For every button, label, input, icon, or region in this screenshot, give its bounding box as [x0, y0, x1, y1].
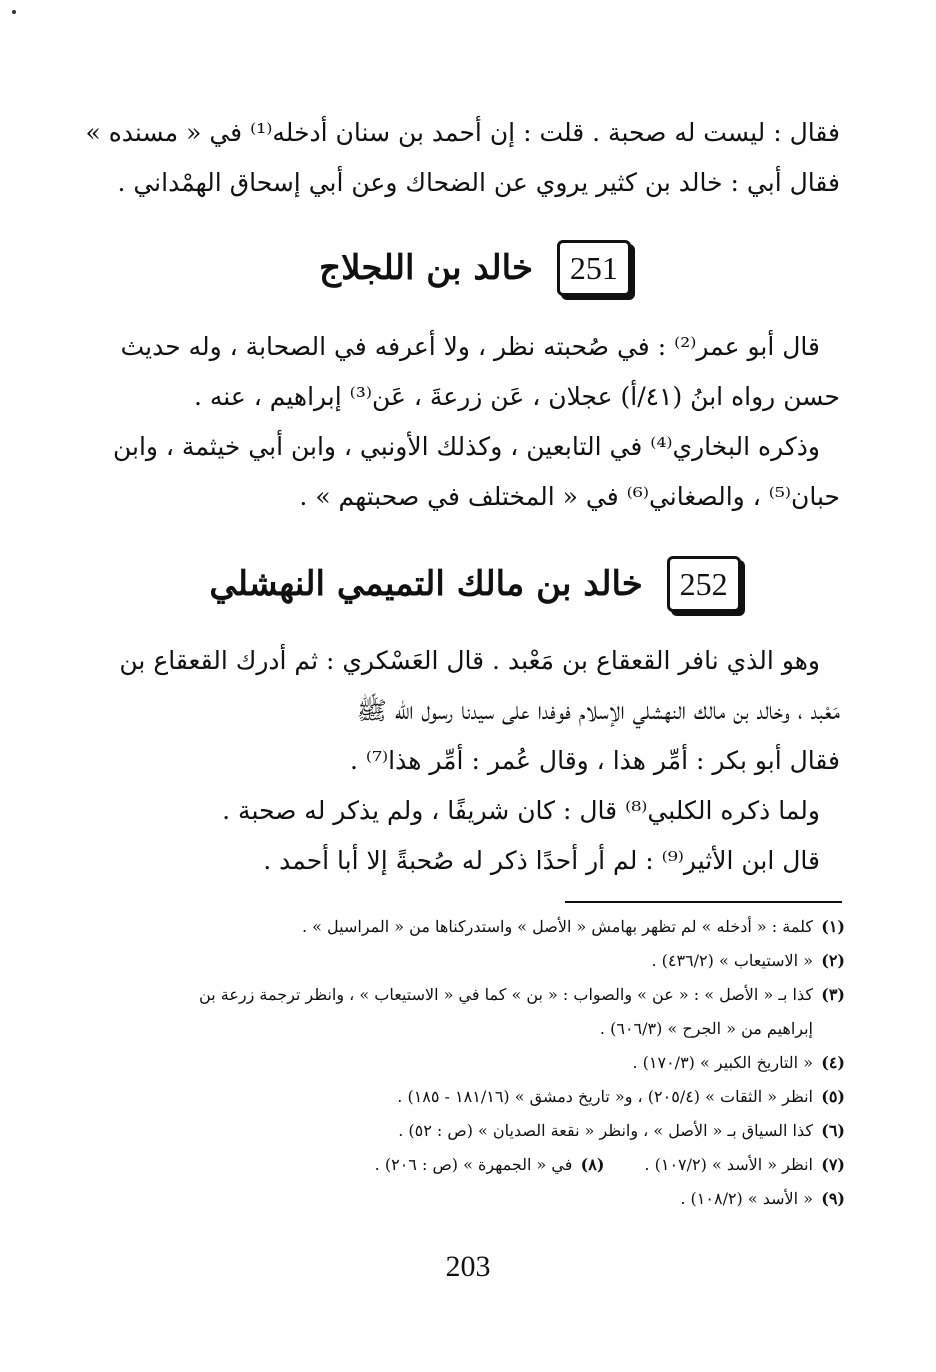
- footnote-number: (٤): [821, 1053, 845, 1072]
- text-line: حبان⁽⁵⁾ ، والصغاني⁽⁶⁾ في « المختلف في صحبتهم » .: [299, 482, 840, 511]
- entry-heading-252: [110, 550, 840, 614]
- footnotes: [110, 910, 845, 1216]
- entry-heading-251: [110, 234, 840, 298]
- footnote-number: (٨): [580, 1155, 605, 1174]
- text-line: ولما ذكره الكلبي⁽⁸⁾ قال : كان شريفًا ، ولم يذكر له صحبة .: [222, 796, 820, 825]
- footnote-text: انظر « الأسد » (١٠٧/٢) .: [644, 1155, 813, 1174]
- entry-number-box: 251: [557, 240, 631, 296]
- footnote-text: انظر « الثقات » (٢٠٥/٤) ، و« تاريخ دمشق » (١٨١/١٦ - ١٨٥) .: [397, 1087, 813, 1106]
- entry-252-body: [110, 636, 840, 886]
- footnote-divider: [565, 901, 842, 903]
- footnote: [110, 978, 845, 1012]
- text-line: فقال أبو بكر : أمِّر هذا ، وقال عُمر : أمِّر هذا⁽⁷⁾ .: [349, 746, 840, 775]
- footnote: [110, 1182, 845, 1216]
- footnote-text: كذا بـ « الأصل » : « عن » والصواب : « بن » كما في « الاستيعاب » ، وانظر ترجمة زرعة بن: [199, 985, 813, 1004]
- footnote: [110, 1148, 845, 1182]
- page-number: 203: [445, 1250, 491, 1283]
- footnote-text: كذا السياق بـ « الأصل » ، وانظر « نقعة الصديان » (ص : ٥٢) .: [398, 1121, 813, 1140]
- footnote: [110, 910, 845, 944]
- scan-speck: [12, 10, 16, 14]
- footnote-number: (٢): [821, 951, 845, 970]
- footnote: [110, 944, 845, 978]
- footnote-number: (٦): [821, 1121, 845, 1140]
- text-line: فقال : ليست له صحبة . قلت : إن أحمد بن سنان أدخله⁽¹⁾ في « مسنده »: [85, 118, 840, 147]
- footnote: [110, 1080, 845, 1114]
- footnote-number: (٥): [821, 1087, 845, 1106]
- footnote-text: « الاستيعاب » (٤٣٦/٢) .: [651, 951, 813, 970]
- footnote-text: كلمة : « أدخله » لم تظهر بهامش « الأصل » واستدركناها من « المراسيل » .: [301, 917, 813, 936]
- text-line: قال أبو عمر⁽²⁾ : في صُحبته نظر ، ولا أعرفه في الصحابة ، وله حديث: [120, 332, 820, 361]
- top-paragraph: [85, 108, 840, 208]
- footnote: [110, 1114, 845, 1148]
- footnote-text: « الأسد » (١٠٨/٢) .: [680, 1189, 813, 1208]
- text-line: مَعْبد ، وخالد بن مالك النهشلي الإسلام فوفدا على سيدنا رسول الله ﷺ: [356, 696, 840, 725]
- footnote: [110, 1046, 845, 1080]
- text-line: قال ابن الأثير⁽⁹⁾ : لم أر أحدًا ذكر له صُحبةً إلا أبا أحمد .: [263, 846, 820, 875]
- text-line: وهو الذي نافر القعقاع بن مَعْبد . قال العَسْكري : ثم أدرك القعقاع بن: [119, 646, 820, 675]
- footnote-number: (٣): [821, 985, 845, 1004]
- entry-251-body: [110, 322, 840, 522]
- entry-title: خالد بن مالك التميمي النهشلي: [209, 564, 643, 604]
- footnote-text: « التاريخ الكبير » (١٧٠/٣) .: [632, 1053, 813, 1072]
- footnote-number: (١): [821, 917, 845, 936]
- text-line: وذكره البخاري⁽⁴⁾ في التابعين ، وكذلك الأونبي ، وابن أبي خيثمة ، وابن: [112, 432, 820, 461]
- footnote-number: (٧): [821, 1155, 845, 1174]
- footnote-text: إبراهيم من « الجرح » (٦٠٦/٣) .: [599, 1019, 813, 1038]
- entry-number-box: 252: [667, 556, 741, 612]
- text-line: حسن رواه ابنُ (٤١/أ) عجلان ، عَن زرعةَ ، عَن⁽³⁾ إبراهيم ، عنه .: [193, 382, 840, 411]
- footnote-continuation: [110, 1012, 845, 1046]
- footnote-number: (٩): [821, 1189, 845, 1208]
- footnote-text: في « الجمهرة » (ص : ٢٠٦) .: [374, 1155, 573, 1174]
- entry-title: خالد بن اللجلاج: [319, 248, 533, 288]
- text-line: فقال أبي : خالد بن كثير يروي عن الضحاك وعن أبي إسحاق الهمْداني .: [117, 168, 840, 197]
